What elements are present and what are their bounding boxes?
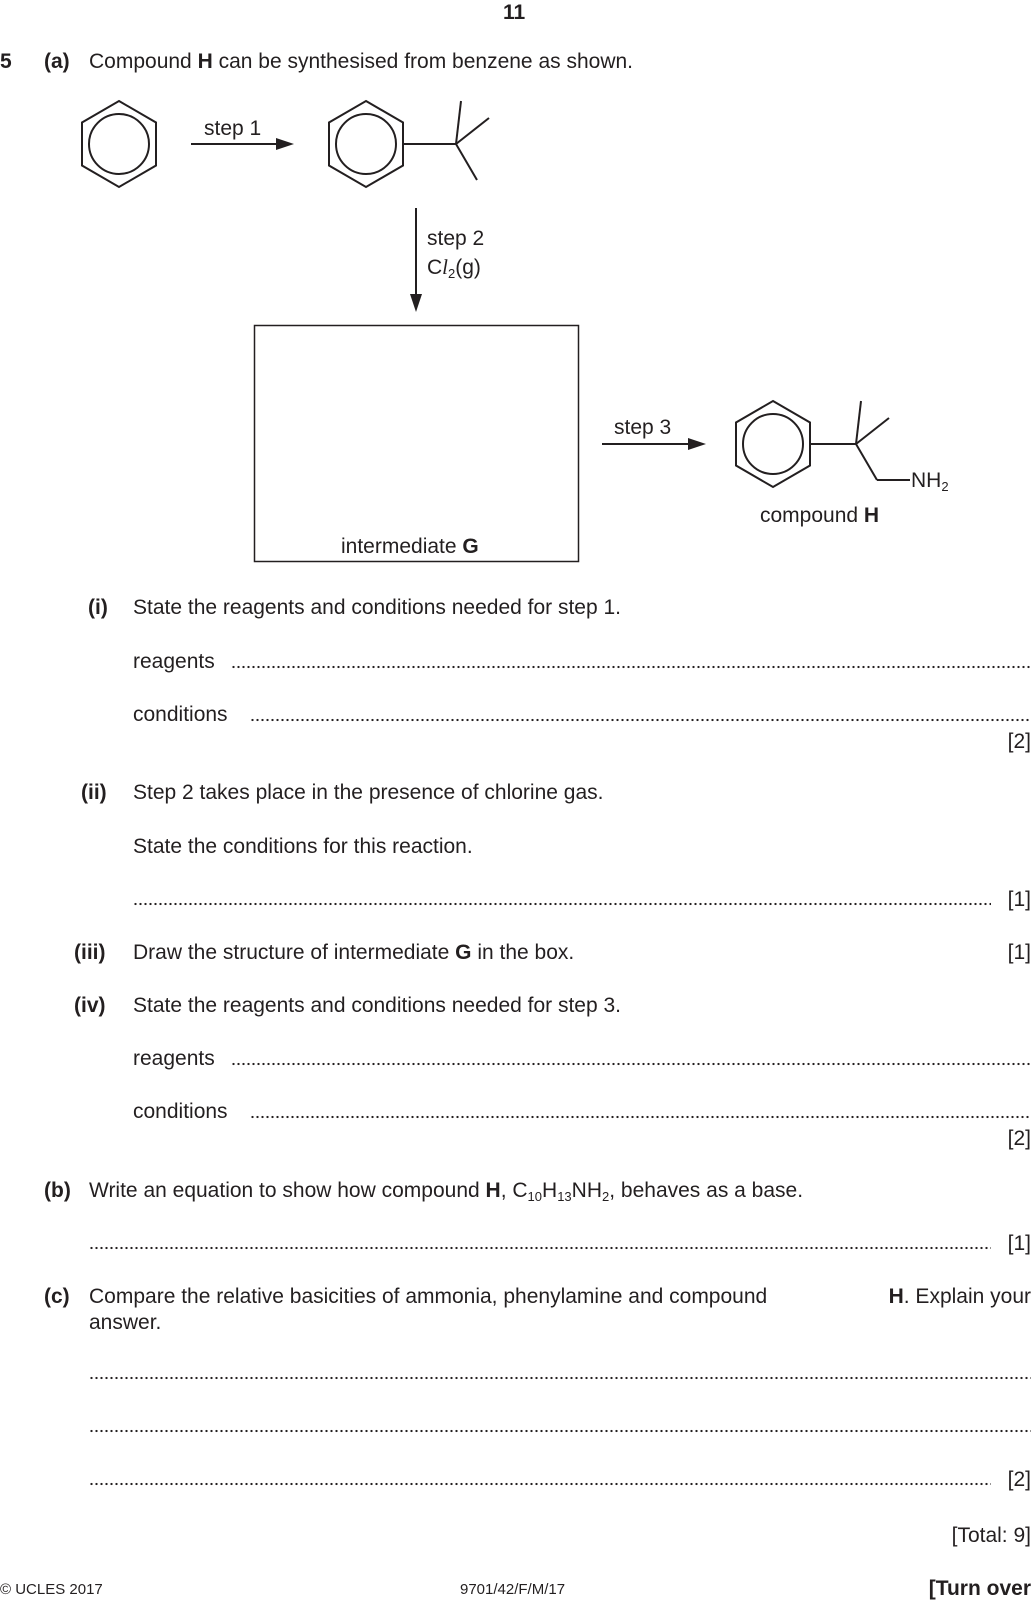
sub-ii-answer-line[interactable] (133, 901, 991, 907)
amine-group-label: $NH_2$ (911, 469, 949, 494)
sub-i-reagents-answer-line[interactable] (231, 664, 1031, 670)
part-a-label: (a) (44, 50, 70, 73)
sub-iv-marks: [2] (1007, 1127, 1031, 1150)
benzene-structure (82, 101, 156, 187)
step2-label: step 2 (427, 227, 485, 250)
part-c-answer-line-1[interactable] (89, 1375, 1031, 1381)
sub-iii-marks: [1] (1007, 941, 1031, 964)
step3-arrowhead (688, 438, 706, 450)
sub-iii-text: Draw the structure of intermediate G in the box. (133, 941, 575, 964)
sub-iv-conditions-answer-line[interactable] (250, 1114, 1031, 1120)
part-c-marks: [2] (1007, 1468, 1031, 1491)
footer-copyright: © UCLES 2017 (0, 1581, 103, 1598)
sub-i-reagents-label: reagents (133, 650, 215, 673)
sub-ii-label: (ii) (81, 781, 107, 804)
step1-arrowhead (276, 138, 294, 150)
question-number: 5 (0, 50, 12, 73)
part-c-answer-line-3[interactable] (89, 1481, 991, 1487)
sub-iv-conditions-label: conditions (133, 1100, 228, 1123)
sub-iii-label: (iii) (74, 941, 106, 964)
part-b-label: (b) (44, 1179, 71, 1202)
sub-i-marks: [2] (1007, 730, 1031, 753)
part-c-answer-line-2[interactable] (89, 1428, 1031, 1434)
sub-i-conditions-label: conditions (133, 703, 228, 726)
part-b-text: Write an equation to show how compound H, $C_{10}H_{13}NH_2$, behaves as a base. (89, 1179, 804, 1204)
part-c-label: (c) (44, 1285, 70, 1308)
sub-ii-text-1: Step 2 takes place in the presence of chlorine gas. (133, 781, 604, 804)
sub-i-conditions-answer-line[interactable] (250, 717, 1031, 723)
sub-ii-marks: [1] (1007, 888, 1031, 911)
intermediate-g-label: intermediate G (341, 535, 479, 558)
sub-i-text: State the reagents and conditions needed for step 1. (133, 596, 622, 619)
intermediate-g-box (255, 326, 579, 562)
sub-iv-label: (iv) (74, 994, 106, 1017)
part-b-answer-line[interactable] (89, 1245, 991, 1251)
sub-iv-reagents-label: reagents (133, 1047, 215, 1070)
compound-h-structure (736, 401, 910, 487)
step2-arrowhead (410, 294, 422, 312)
page-number: 11 (503, 1, 526, 24)
part-b-marks: [1] (1007, 1232, 1031, 1255)
sub-ii-text-2: State the conditions for this reaction. (133, 835, 473, 858)
part-c-text: Compare the relative basicities of ammonia, phenylamine and compound H. Explain your (89, 1285, 1031, 1308)
sub-iv-reagents-answer-line[interactable] (231, 1061, 1031, 1067)
sub-i-label: (i) (88, 596, 108, 619)
tert-butylbenzene-structure (329, 101, 489, 187)
step3-label: step 3 (614, 416, 672, 439)
compound-h-label: compound H (760, 504, 880, 527)
step1-label: step 1 (204, 117, 262, 140)
footer-paper-code: 9701/42/F/M/17 (460, 1581, 566, 1598)
reaction-scheme (0, 0, 1034, 580)
part-c-text-2: answer. (89, 1311, 162, 1334)
sub-iv-text: State the reagents and conditions needed for step 3. (133, 994, 622, 1017)
footer-turn-over: [Turn over (928, 1577, 1031, 1600)
total-marks: [Total: 9] (951, 1524, 1031, 1547)
part-a-text: Compound H can be synthesised from benzene as shown. (89, 50, 633, 73)
step2-reagent: $Cl_2(g)$ (427, 255, 481, 281)
